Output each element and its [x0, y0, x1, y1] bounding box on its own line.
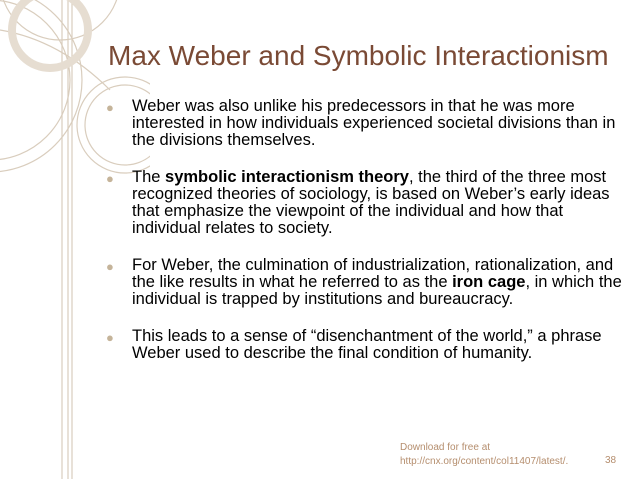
bullet-text: This leads to a sense of “disenchantment of the world,” a phrase Weber used to describe the final condition of humanity.: [132, 327, 602, 362]
bullet-text: Weber was also unlike his predecessors in that he was more interested in how individuals experienced societal divisions than in the divisions themselves.: [132, 97, 616, 149]
bullet-icon: ●: [106, 171, 114, 186]
bullet-icon: ●: [106, 259, 114, 274]
bullet-text-bold: symbolic interactionism theory: [165, 168, 409, 186]
bullet-list: [106, 98, 626, 382]
bullet-item: [106, 328, 626, 362]
page-number: 38: [605, 455, 617, 466]
bullet-icon: ●: [106, 330, 114, 345]
footer-link[interactable]: http://cnx.org/content/col11407/latest/.: [400, 456, 569, 467]
bullet-icon: ●: [106, 100, 114, 115]
bullet-item: [106, 98, 626, 149]
bullet-text-bold: iron cage: [452, 273, 526, 291]
bullet-item: [106, 169, 626, 237]
footer-line-1: Download for free at: [400, 442, 491, 453]
bullet-text-pre: For Weber, the culmination of industrialization, rationalization, and the like results in what he referred to as the: [132, 256, 614, 291]
bullet-item: [106, 257, 626, 308]
footer-attribution: [400, 441, 568, 469]
slide-title: Max Weber and Symbolic Interactionism: [108, 40, 609, 71]
bullet-text-post: , in which the individual is trapped by institutions and bureaucracy.: [132, 273, 622, 308]
bullet-text-post: , the third of the three most recognized theories of sociology, is based on Weber’s early ideas that emphasize the viewpoint of the individual and how that individual relates to society.: [132, 168, 610, 237]
bullet-text-pre: The: [132, 168, 166, 186]
